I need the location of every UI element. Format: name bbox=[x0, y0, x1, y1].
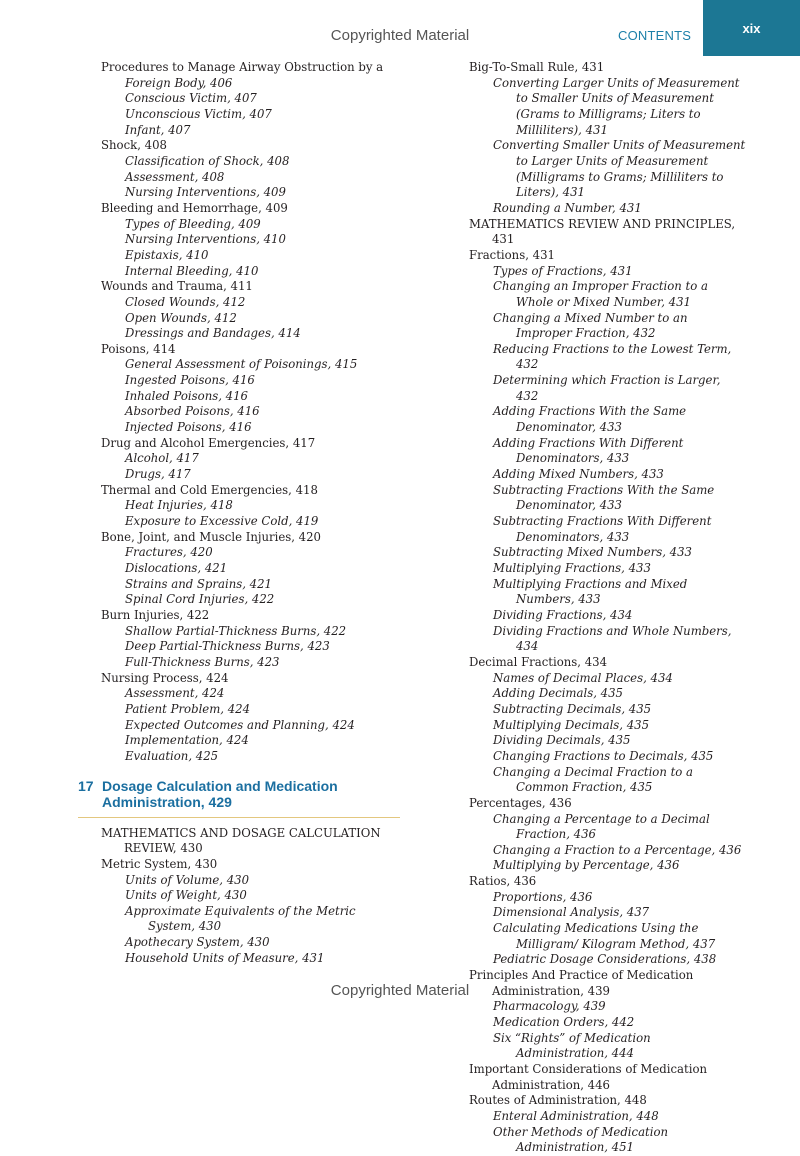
chapter-number: 17 bbox=[78, 777, 94, 794]
toc-subentry: Ingested Poisons, 416 bbox=[125, 373, 255, 388]
toc-subentry: Medication Orders, 442 bbox=[493, 1015, 635, 1030]
toc-subentry: Assessment, 424 bbox=[125, 686, 225, 701]
toc-entry: Principles And Practice of Medication Administration, 439 bbox=[469, 968, 694, 998]
toc-subentry: Adding Fractions With Different Denominators, 433 bbox=[493, 435, 684, 466]
toc-entry: MATHEMATICS AND DOSAGE CALCULATION REVIEW, 430 bbox=[101, 825, 381, 856]
toc-subentry: Implementation, 424 bbox=[125, 733, 249, 748]
toc-subentry: Shallow Partial-Thickness Burns, 422 bbox=[125, 623, 347, 638]
page-number: xix bbox=[742, 20, 761, 36]
toc-subentry: Enteral Administration, 448 bbox=[493, 1108, 659, 1123]
toc-subentry: Pharmacology, 439 bbox=[493, 999, 606, 1014]
toc-subentry: Exposure to Excessive Cold, 419 bbox=[125, 514, 319, 529]
toc-entry: Decimal Fractions, 434 bbox=[469, 654, 608, 669]
toc-subentry: Calculating Medications Using the Milligram/ Kilogram Method, 437 bbox=[493, 921, 716, 951]
toc-subentry: Subtracting Mixed Numbers, 433 bbox=[493, 545, 692, 560]
toc-subentry: Classification of Shock, 408 bbox=[125, 153, 290, 168]
toc-subentry: Dressings and Bandages, 414 bbox=[125, 326, 301, 341]
toc-entry: Thermal and Cold Emergencies, 418 bbox=[101, 482, 318, 497]
toc-subentry: Heat Injuries, 418 bbox=[125, 498, 233, 513]
toc-subentry: Converting Larger Units of Measurement to Smaller Units of Measurement (Grams to Milligrams; Liters to Milliliters), 431 bbox=[493, 75, 740, 137]
toc-entry: Metric System, 430 bbox=[101, 856, 218, 871]
toc-subentry: Types of Fractions, 431 bbox=[493, 263, 633, 278]
toc-subentry: Dimensional Analysis, 437 bbox=[493, 905, 650, 920]
toc-subentry: Proportions, 436 bbox=[493, 889, 593, 904]
toc-subentry: Inhaled Poisons, 416 bbox=[125, 388, 248, 403]
toc-entry: Fractions, 431 bbox=[469, 247, 555, 262]
toc-subentry: Strains and Sprains, 421 bbox=[125, 576, 272, 591]
toc-entry: Burn Injuries, 422 bbox=[101, 607, 210, 622]
toc-entry: Routes of Administration, 448 bbox=[469, 1093, 647, 1108]
toc-subentry: General Assessment of Poisonings, 415 bbox=[125, 357, 358, 372]
chapter-title-line1: Dosage Calculation and Medication bbox=[102, 777, 338, 794]
toc-subentry: Dividing Decimals, 435 bbox=[493, 733, 631, 748]
toc-subentry: Rounding a Number, 431 bbox=[493, 200, 642, 215]
toc-subentry: Drugs, 417 bbox=[125, 467, 191, 482]
chapter-heading bbox=[78, 778, 400, 818]
toc-entry: Wounds and Trauma, 411 bbox=[101, 279, 253, 294]
toc-entry: Bone, Joint, and Muscle Injuries, 420 bbox=[101, 529, 321, 544]
toc-subentry: Foreign Body, 406 bbox=[125, 75, 233, 90]
toc-subentry: Absorbed Poisons, 416 bbox=[125, 404, 260, 419]
toc-subentry: Multiplying Decimals, 435 bbox=[493, 717, 650, 732]
toc-subentry: Fractures, 420 bbox=[125, 545, 213, 560]
toc-subentry: Units of Volume, 430 bbox=[125, 872, 250, 887]
toc-subentry: Subtracting Fractions With the Same Denominator, 433 bbox=[493, 482, 715, 513]
toc-subentry: Subtracting Decimals, 435 bbox=[493, 701, 652, 716]
running-head: CONTENTS bbox=[618, 28, 692, 43]
toc-subentry: Pediatric Dosage Considerations, 438 bbox=[493, 952, 717, 967]
toc-entry: Shock, 408 bbox=[101, 138, 167, 153]
toc-entry: Percentages, 436 bbox=[469, 795, 572, 810]
watermark-bottom: Copyrighted Material bbox=[330, 982, 470, 999]
toc-subentry: Changing an Improper Fraction to a Whole or Mixed Number, 431 bbox=[493, 279, 708, 309]
toc-subentry: Multiplying by Percentage, 436 bbox=[493, 858, 680, 873]
toc-entry: Important Considerations of Medication Administration, 446 bbox=[469, 1062, 708, 1092]
toc-subentry: Changing a Mixed Number to an Improper Fraction, 432 bbox=[493, 310, 688, 341]
toc-subentry: Changing a Percentage to a Decimal Fraction, 436 bbox=[493, 811, 710, 842]
toc-subentry: Injected Poisons, 416 bbox=[125, 420, 252, 435]
toc-subentry: Nursing Interventions, 409 bbox=[125, 185, 286, 200]
toc-subentry: Household Units of Measure, 431 bbox=[125, 950, 325, 965]
toc-subentry: Types of Bleeding, 409 bbox=[125, 216, 261, 231]
toc-subentry: Adding Mixed Numbers, 433 bbox=[493, 467, 664, 482]
toc-entry: MATHEMATICS REVIEW AND PRINCIPLES, 431 bbox=[469, 216, 736, 247]
toc-subentry: Changing Fractions to Decimals, 435 bbox=[493, 748, 714, 763]
toc-subentry: Alcohol, 417 bbox=[125, 451, 199, 466]
toc-subentry: Reducing Fractions to the Lowest Term, 432 bbox=[493, 341, 732, 372]
toc-subentry: Adding Decimals, 435 bbox=[493, 686, 623, 701]
toc-subentry: Nursing Interventions, 410 bbox=[125, 232, 286, 247]
toc-subentry: Other Methods of Medication Administration, 451 bbox=[493, 1124, 669, 1155]
toc-subentry: Subtracting Fractions With Different Denominators, 433 bbox=[493, 514, 712, 544]
toc-subentry: Converting Smaller Units of Measurement to Larger Units of Measurement (Milligrams to Grams; Milliliters to Liters), 431 bbox=[493, 138, 746, 200]
page-number-tab bbox=[703, 0, 800, 56]
toc-subentry: Unconscious Victim, 407 bbox=[125, 106, 272, 121]
toc-subentry: Units of Weight, 430 bbox=[125, 888, 247, 903]
toc-subentry: Assessment, 408 bbox=[125, 169, 225, 184]
toc-subentry: Internal Bleeding, 410 bbox=[125, 263, 259, 278]
toc-subentry: Closed Wounds, 412 bbox=[125, 294, 246, 309]
toc-subentry: Adding Fractions With the Same Denominator, 433 bbox=[493, 404, 687, 435]
toc-subentry: Dividing Fractions, 434 bbox=[493, 607, 633, 622]
chapter-title-line2: Administration, 429 bbox=[102, 794, 232, 811]
toc-subentry: Full-Thickness Burns, 423 bbox=[125, 654, 280, 669]
toc-subentry: Patient Problem, 424 bbox=[125, 701, 251, 716]
toc-subentry: Multiplying Fractions, 433 bbox=[493, 561, 651, 575]
toc-left-column bbox=[78, 60, 400, 966]
toc-subentry: Names of Decimal Places, 434 bbox=[493, 670, 673, 685]
toc-list-after-chapter bbox=[78, 826, 400, 967]
toc-entry: Procedures to Manage Airway Obstruction by a bbox=[101, 60, 384, 74]
toc-subentry: Expected Outcomes and Planning, 424 bbox=[125, 717, 355, 732]
toc-subentry: Multiplying Fractions and Mixed Numbers, 433 bbox=[493, 576, 688, 607]
toc-entry: Big-To-Small Rule, 431 bbox=[469, 60, 605, 74]
toc-subentry: Determining which Fraction is Larger, 432 bbox=[493, 373, 721, 403]
toc-subentry: Conscious Victim, 407 bbox=[125, 91, 257, 106]
toc-subentry: Evaluation, 425 bbox=[125, 748, 219, 763]
watermark-top: Copyrighted Material bbox=[330, 27, 470, 44]
toc-subentry: Changing a Decimal Fraction to a Common Fraction, 435 bbox=[493, 764, 694, 795]
toc-subentry: Changing a Fraction to a Percentage, 436 bbox=[493, 842, 742, 857]
toc-subentry: Six “Rights” of Medication Administration, 444 bbox=[493, 1030, 651, 1061]
toc-subentry: Deep Partial-Thickness Burns, 423 bbox=[125, 639, 330, 654]
toc-entry: Drug and Alcohol Emergencies, 417 bbox=[101, 435, 316, 450]
toc-entry: Bleeding and Hemorrhage, 409 bbox=[101, 200, 288, 215]
toc-subentry: Approximate Equivalents of the Metric System, 430 bbox=[125, 903, 356, 934]
toc-entry: Poisons, 414 bbox=[101, 341, 176, 356]
toc-entry: Ratios, 436 bbox=[469, 874, 537, 889]
toc-list-before-chapter bbox=[78, 60, 400, 765]
toc-subentry: Epistaxis, 410 bbox=[125, 247, 209, 262]
toc-subentry: Apothecary System, 430 bbox=[125, 935, 270, 950]
toc-subentry: Open Wounds, 412 bbox=[125, 310, 237, 325]
toc-subentry: Dividing Fractions and Whole Numbers, 434 bbox=[493, 623, 732, 654]
toc-subentry: Spinal Cord Injuries, 422 bbox=[125, 592, 275, 607]
toc-subentry: Dislocations, 421 bbox=[125, 561, 228, 575]
toc-subentry: Infant, 407 bbox=[125, 122, 191, 137]
toc-entry: Nursing Process, 424 bbox=[101, 670, 229, 685]
